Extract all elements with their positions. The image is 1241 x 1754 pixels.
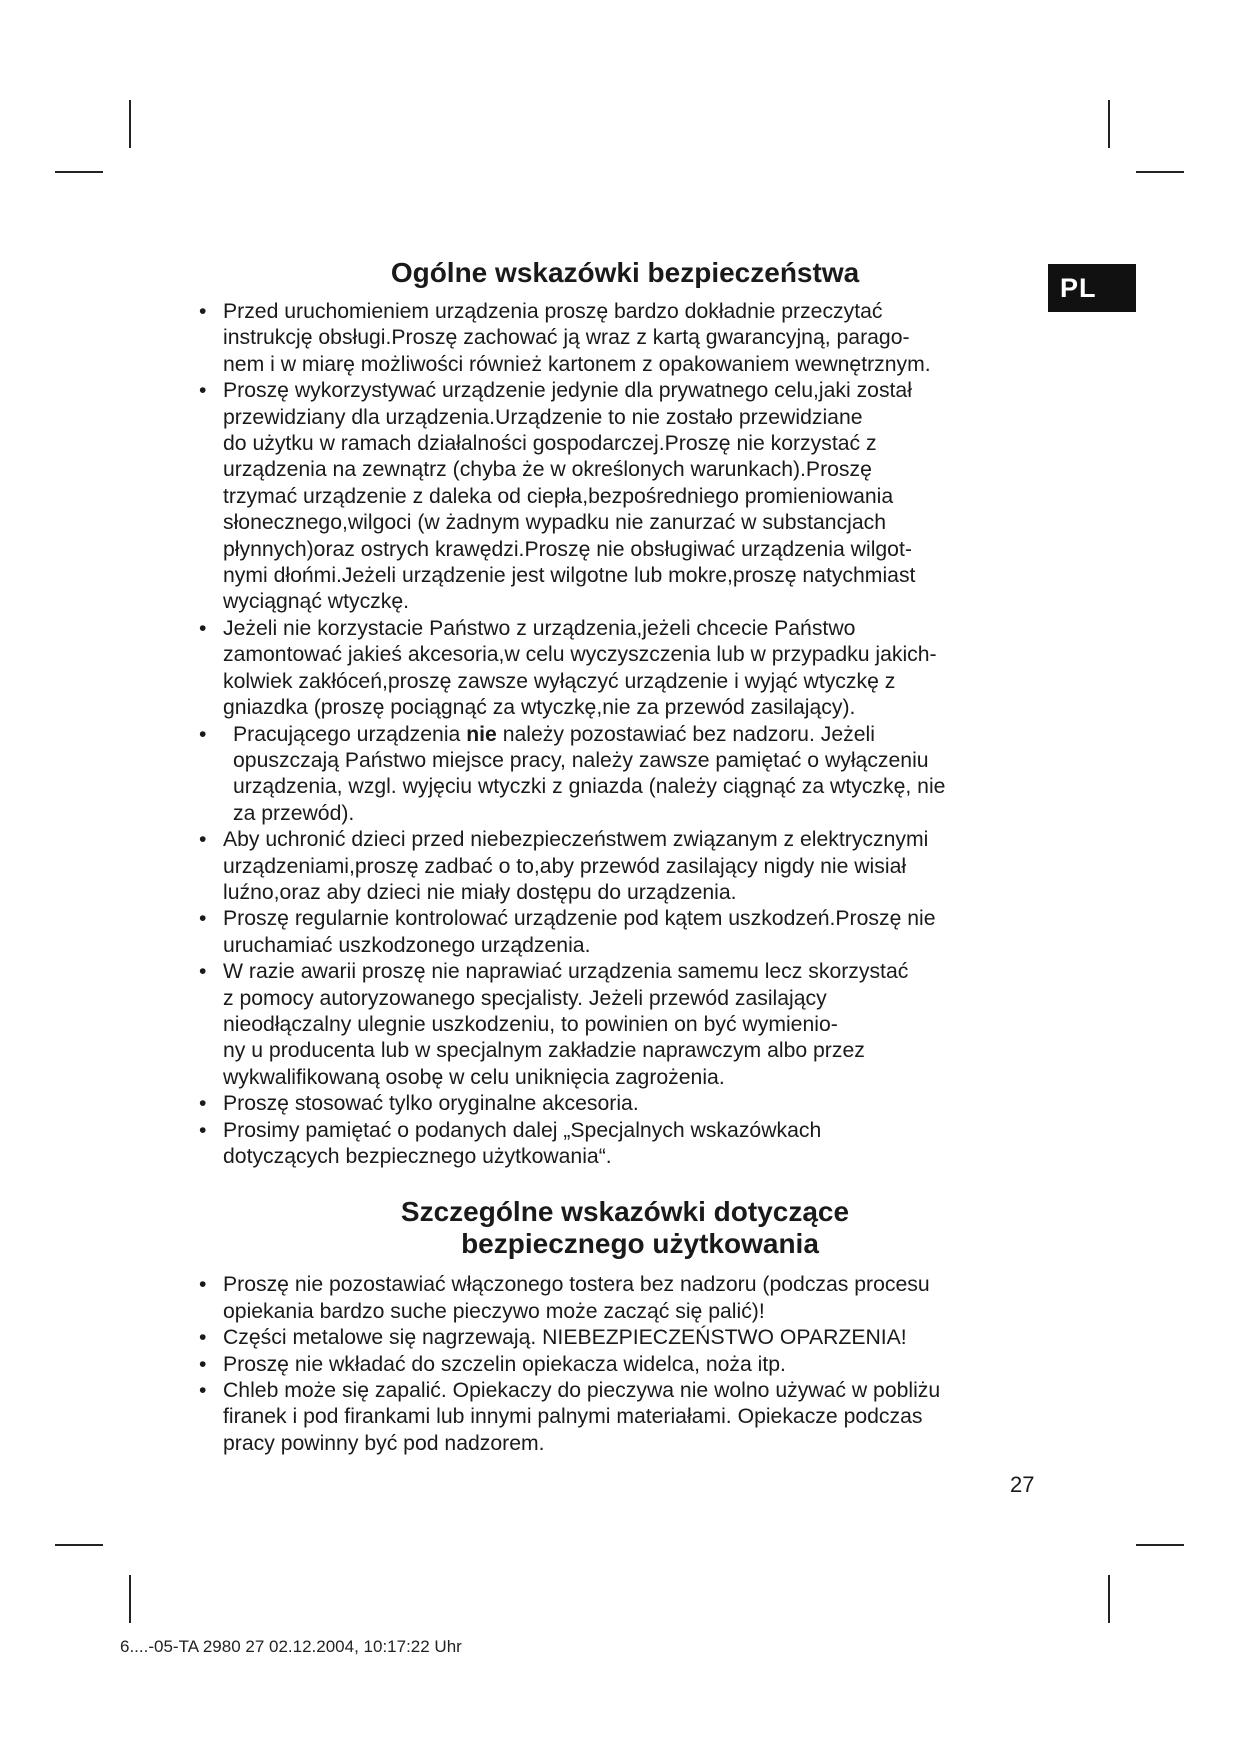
list-item-text: Proszę nie pozostawiać włączonego tostera bez nadzoru (podczas procesu opiekania bardzo suche pieczywo może zacząć się palić)! (223, 1273, 930, 1323)
list-item-text-rest: należy pozostawiać bez nadzoru. Jeżeli opuszczają Państwo miejsce pracy, należy zawsze pamiętać o wyłączeniu urządzenia, wzgl. wyjęciu wtyczki z gniazda (należy ciągnąć za wtyczkę, nie za przewód). (233, 722, 946, 825)
list-item-text (223, 722, 1055, 828)
crop-mark-bottom-left-vertical (129, 1575, 131, 1623)
bullet-icon: • (199, 1092, 207, 1116)
list-item-text: Proszę regularnie kontrolować urządzenie pod kątem uszkodzeń.Proszę nie uruchamiać uszkodzonego urządzenia. (223, 907, 936, 957)
list-item-text-start: Pracującego urządzenia (233, 722, 467, 746)
crop-mark-top-right-vertical (1108, 100, 1110, 148)
bullet-icon: • (199, 1379, 207, 1403)
emphasis-text: nie (466, 722, 497, 746)
list-item (195, 1091, 1055, 1117)
section-title-special-safety (195, 1196, 1055, 1260)
bullet-icon: • (199, 1352, 207, 1376)
list-item-text: Proszę stosować tylko oryginalne akcesoria. (223, 1092, 639, 1116)
special-safety-list (195, 1272, 1055, 1457)
bullet-icon: • (199, 300, 207, 323)
list-item (195, 722, 1055, 828)
bullet-icon: • (199, 1118, 207, 1142)
section-title-line-2: bezpiecznego użytkowania (461, 1228, 819, 1260)
section-title-line-1: Szczególne wskazówki dotyczące (400, 1196, 850, 1228)
list-item (195, 616, 1055, 722)
list-item (195, 1378, 1055, 1457)
bullet-icon: • (199, 1273, 207, 1297)
list-item (195, 1272, 1055, 1325)
list-item-text: Przed uruchomieniem urządzenia proszę bardzo dokładnie przeczytać instrukcję obsługi.Proszę zachować ją wraz z kartą gwarancyjną, parago- nem i w miarę możliwości również kartonem z opakowaniem wewnętrznym. (223, 300, 931, 376)
print-footer: 6....-05-TA 2980 27 02.12.2004, 10:17:22 Uhr (120, 1637, 462, 1656)
bullet-icon: • (199, 379, 207, 403)
list-item-text: W razie awarii proszę nie naprawiać urządzenia samemu lecz skorzystać z pomocy autoryzowanego specjalisty. Jeżeli przewód zasilający nieodłączalny ulegnie uszkodzeniu, to powinien on być wymienio- ny u producenta lub w specjalnym zakładzie naprawczym albo przez wykwalifikowaną osobę w celu uniknięcia zagrożenia. (223, 960, 909, 1089)
crop-mark-top-right-horizontal (1136, 171, 1184, 173)
list-item (195, 299, 1055, 378)
list-item (195, 827, 1055, 906)
list-item (195, 959, 1055, 1091)
crop-mark-bottom-left-horizontal (55, 1544, 103, 1546)
section-title-general-safety: Ogólne wskazówki bezpieczeństwa (390, 257, 860, 288)
page-content (195, 256, 1055, 1457)
general-safety-list (195, 299, 1055, 1170)
bullet-icon: • (199, 907, 207, 931)
bullet-icon: • (199, 828, 207, 852)
bullet-icon: • (199, 616, 207, 640)
list-item-text: Proszę nie wkładać do szczelin opiekacza widelca, noża itp. (223, 1352, 786, 1376)
bullet-icon: • (199, 960, 207, 984)
list-item-text: Jeżeli nie korzystacie Państwo z urządzenia,jeżeli chcecie Państwo zamontować jakieś akcesoria,w celu wyczyszczenia lub w przypadku jakich- kolwiek zakłóceń,proszę zawsze wyłączyć urządzenie i wyjąć wtyczkę z gniazdka (proszę pociągnąć za wtyczkę,nie za przewód zasilający). (223, 616, 937, 720)
crop-mark-top-left-horizontal (55, 171, 103, 173)
page-number: 27 (1010, 1472, 1035, 1497)
list-item (195, 906, 1055, 959)
crop-mark-bottom-right-vertical (1108, 1575, 1110, 1623)
list-item-text: Chleb może się zapalić. Opiekaczy do pieczywa nie wolno używać w pobliżu firanek i pod firankami lub innymi palnymi materiałami. Opiekacze podczas pracy powinny być pod nadzorem. (223, 1379, 941, 1455)
language-tab: PL (1048, 264, 1136, 312)
list-item (195, 378, 1055, 616)
list-item-text: Prosimy pamiętać o podanych dalej „Specjalnych wskazówkach dotyczących bezpiecznego użytkowania“. (223, 1118, 822, 1168)
crop-mark-bottom-right-horizontal (1136, 1544, 1184, 1546)
list-item (195, 1352, 1055, 1378)
bullet-icon: • (199, 722, 207, 746)
list-item (195, 1325, 1055, 1351)
bullet-icon: • (199, 1326, 207, 1350)
crop-mark-top-left-vertical (129, 100, 131, 148)
list-item (195, 1118, 1055, 1171)
list-item-text: Aby uchronić dzieci przed niebezpieczeństwem związanym z elektrycznymi urządzeniami,proszę zadbać o to,aby przewód zasilający nigdy nie wisiał luźno,oraz aby dzieci nie miały dostępu do urządzenia. (223, 828, 929, 904)
list-item-text: Części metalowe się nagrzewają. NIEBEZPIECZEŃSTWO OPARZENIA! (223, 1326, 907, 1350)
list-item-text: Proszę wykorzystywać urządzenie jedynie dla prywatnego celu,jaki został przewidziany dla urządzenia.Urządzenie to nie zostało przewidziane do użytku w ramach działalności gospodarczej.Proszę nie korzystać z urządzenia na zewnątrz (chyba że w określonych warunkach).Proszę trzymać urządzenie z daleka od ciepła,bezpośredniego promieniowania słonecznego,wilgoci (w żadnym wypadku nie zanurzać w substancjach płynnych)oraz ostrych krawędzi.Proszę nie obsługiwać urządzenia wilgot- nymi dłońmi.Jeżeli urządzenie jest wilgotne lub mokre,proszę natychmiast wyciągnąć wtyczkę. (223, 379, 916, 614)
